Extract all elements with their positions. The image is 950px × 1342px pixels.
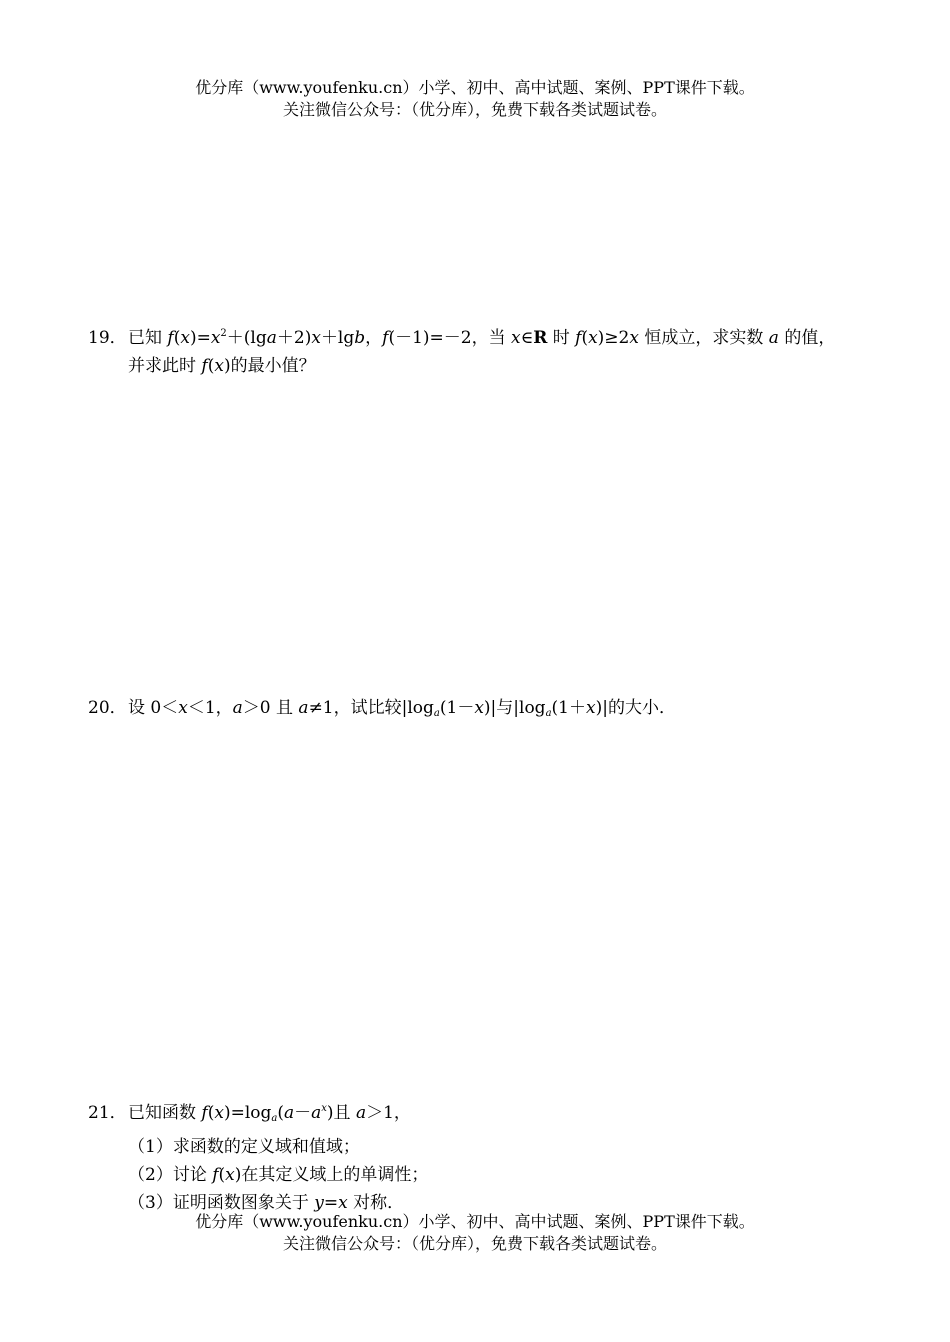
- question-19-line-1: 19．已知 $f(x)=x^2+(\lg a+2)x+\lg b$，f(－1)=－2，当 x∈R 时 f(x)≥2x 恒成立，求实数 a 的值，: [88, 320, 868, 352]
- question-21-item-3: （3）证明函数图象关于 y=x 对称．: [128, 1193, 405, 1213]
- question-20-number: 20．: [88, 698, 127, 718]
- header-line-1: 优分库（www.youfenku.cn）小学、初中、高中试题、案例、PPT课件下载。: [195, 78, 755, 97]
- question-19-number: 19．: [88, 328, 127, 348]
- question-21-line-1: 21．已知函数 $f(x)=\log_a(a-a^x)$且 a＞1，: [88, 1095, 868, 1133]
- page-header: [0, 77, 950, 121]
- header-line-2: 关注微信公众号：（优分库），免费下载各类试题试卷。: [282, 100, 667, 119]
- question-20-line-1: 20．设 0＜x＜1，a＞0 且 a≠1，试比较$|\log_a(1-x)|$与$|\log_a(1+x)|$的大小．: [88, 694, 868, 728]
- question-21: [88, 1095, 868, 1217]
- footer-line-1: 优分库（www.youfenku.cn）小学、初中、高中试题、案例、PPT课件下载。: [195, 1212, 755, 1231]
- question-19: [88, 320, 868, 380]
- question-21-item-2: （2）讨论 f(x)在其定义域上的单调性；: [128, 1165, 429, 1185]
- question-20: [88, 694, 868, 728]
- footer-line-2: 关注微信公众号：（优分库），免费下载各类试题试卷。: [282, 1234, 667, 1253]
- question-21-number: 21．: [88, 1103, 127, 1123]
- question-21-item-3-prefix: （3）证明函数图象关于: [128, 1193, 315, 1213]
- question-21-item-1: （1）求函数的定义域和值域；: [128, 1137, 360, 1157]
- question-19-line-2: 并求此时 f(x)的最小值？: [128, 356, 316, 376]
- page-footer: [0, 1211, 950, 1255]
